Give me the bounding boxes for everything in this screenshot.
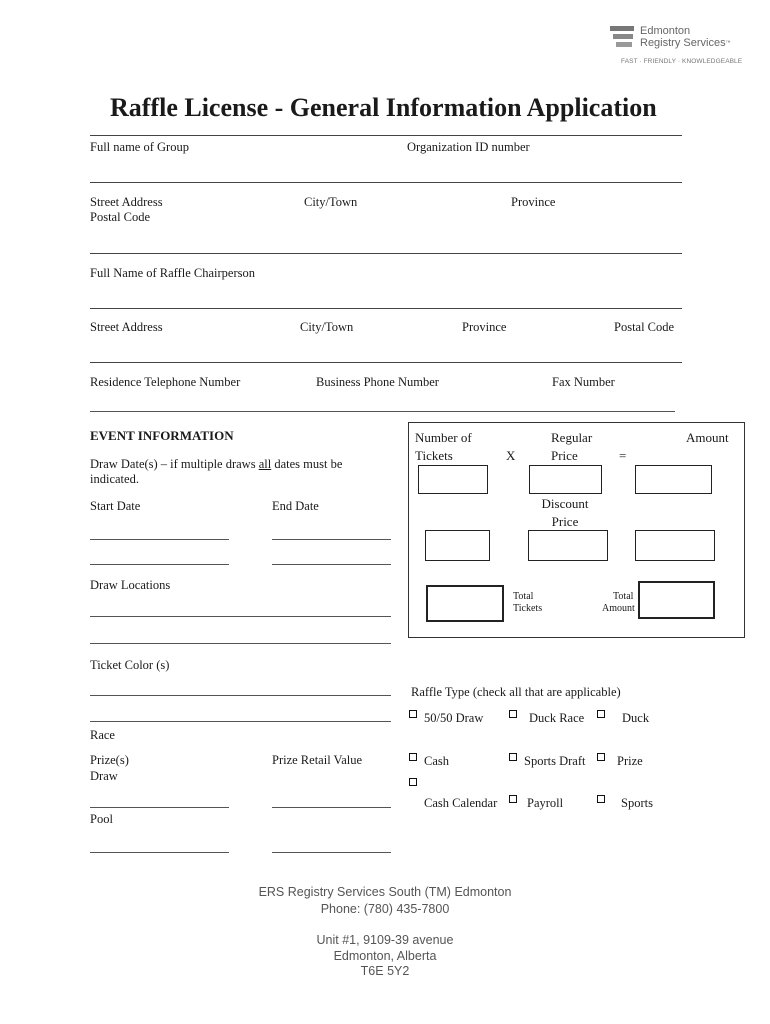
logo-line-2-text: Registry Services xyxy=(640,37,726,49)
group-province-label: Province xyxy=(511,195,556,209)
checkbox-sports-draft[interactable] xyxy=(509,753,517,761)
discount-price-label: Price xyxy=(551,514,579,529)
group-name-line xyxy=(90,182,682,183)
logo-line-2 xyxy=(640,38,731,49)
draw-dates-all: all xyxy=(258,457,272,471)
prize-value-line-1[interactable] xyxy=(272,807,391,808)
ticket-color-line-1[interactable] xyxy=(90,695,391,696)
total-amount-label-1: Total xyxy=(613,591,634,602)
label-5050: 50/50 Draw xyxy=(424,711,484,725)
footer-phone: Phone: (780) 435-7800 xyxy=(320,902,450,916)
start-date-line-1[interactable] xyxy=(90,539,229,540)
chair-city-label: City/Town xyxy=(300,320,354,334)
label-cash-calendar: Cash Calendar xyxy=(424,796,498,810)
draw-location-line-1[interactable] xyxy=(90,616,391,617)
chair-name-line xyxy=(90,308,682,309)
end-date-line-1[interactable] xyxy=(272,539,391,540)
prize-line-2[interactable] xyxy=(90,852,229,853)
label-sports: Sports xyxy=(621,796,653,810)
group-city-label: City/Town xyxy=(304,195,358,209)
regular-label: Regular xyxy=(551,430,593,445)
prize-value-line-2[interactable] xyxy=(272,852,391,853)
race-label: Race xyxy=(90,728,115,742)
bus-phone-label: Business Phone Number xyxy=(316,375,439,389)
total-tickets-label-2: Tickets xyxy=(513,603,543,614)
group-address-line xyxy=(90,253,682,254)
prizes-label: Prize(s) xyxy=(90,753,129,767)
checkbox-5050[interactable] xyxy=(409,710,417,718)
label-cash: Cash xyxy=(424,754,449,768)
phone-line xyxy=(90,411,675,412)
end-date-line-2[interactable] xyxy=(272,564,391,565)
group-postal-label: Postal Code xyxy=(90,210,151,224)
total-amount-input[interactable] xyxy=(638,581,715,619)
pool-label: Pool xyxy=(90,812,113,826)
regular-price-input[interactable] xyxy=(529,465,602,494)
amount-label: Amount xyxy=(686,430,729,445)
discount-price-input[interactable] xyxy=(528,530,608,561)
logo-mark-icon xyxy=(610,26,636,48)
num-tickets-input[interactable] xyxy=(418,465,488,494)
group-name-label: Full name of Group xyxy=(90,140,189,154)
ticket-color-label: Ticket Color (s) xyxy=(90,658,170,672)
logo-tagline: FAST · FRIENDLY · KNOWLEDGEABLE xyxy=(621,58,743,65)
logo-line-1: Edmonton xyxy=(640,25,691,37)
footer-postal: T6E 5Y2 xyxy=(360,964,410,978)
checkbox-duck-race[interactable] xyxy=(509,710,517,718)
chair-name-label: Full Name of Raffle Chairperson xyxy=(90,266,256,280)
title-rule xyxy=(90,135,682,136)
res-phone-label: Residence Telephone Number xyxy=(90,375,241,389)
checkbox-duck[interactable] xyxy=(597,710,605,718)
checkbox-sports[interactable] xyxy=(597,795,605,803)
prize-line-1[interactable] xyxy=(90,807,229,808)
multiply-sign: X xyxy=(506,448,516,463)
number-of-label: Number of xyxy=(415,430,472,445)
draw-dates-label xyxy=(90,457,342,472)
draw-dates-text-2: dates must be xyxy=(271,457,343,471)
label-duck: Duck xyxy=(622,711,650,725)
label-sports-draft: Sports Draft xyxy=(524,754,586,768)
page-title: Raffle License - General Information Application xyxy=(110,93,657,122)
start-date-line-2[interactable] xyxy=(90,564,229,565)
end-date-label: End Date xyxy=(272,499,319,513)
chair-address-line xyxy=(90,362,682,363)
checkbox-payroll[interactable] xyxy=(509,795,517,803)
total-amount-label-2: Amount xyxy=(602,603,635,614)
group-street-label: Street Address xyxy=(90,195,163,209)
footer-address-2: Edmonton, Alberta xyxy=(333,949,437,963)
footer-address-1: Unit #1, 9109-39 avenue xyxy=(316,933,454,947)
prize-value-label: Prize Retail Value xyxy=(272,753,363,767)
discount-amount-input[interactable] xyxy=(635,530,715,561)
chair-province-label: Province xyxy=(462,320,507,334)
total-tickets-input[interactable] xyxy=(426,585,504,622)
chair-street-label: Street Address xyxy=(90,320,163,334)
draw-locations-label: Draw Locations xyxy=(90,578,171,592)
regular-amount-input[interactable] xyxy=(635,465,712,494)
fax-label: Fax Number xyxy=(552,375,615,389)
raffle-type-heading: Raffle Type (check all that are applicable) xyxy=(411,685,621,699)
discount-tickets-input[interactable] xyxy=(425,530,490,561)
logo-tm: ™ xyxy=(725,40,731,46)
footer-line-1: ERS Registry Services South (TM) Edmonton xyxy=(258,885,512,899)
chair-postal-label: Postal Code xyxy=(614,320,675,334)
label-payroll: Payroll xyxy=(527,796,564,810)
label-prize: Prize xyxy=(617,754,643,768)
total-tickets-label-1: Total xyxy=(513,591,534,602)
checkbox-cash-calendar[interactable] xyxy=(409,778,417,786)
discount-label: Discount xyxy=(541,496,589,511)
start-date-label: Start Date xyxy=(90,499,141,513)
regular-price-label: Price xyxy=(551,448,578,463)
checkbox-prize[interactable] xyxy=(597,753,605,761)
draw-location-line-2[interactable] xyxy=(90,643,391,644)
draw-dates-text-1: Draw Date(s) – if multiple draws xyxy=(90,457,259,471)
checkbox-cash[interactable] xyxy=(409,753,417,761)
draw-dates-label-2: indicated. xyxy=(90,472,139,486)
label-duck-race: Duck Race xyxy=(529,711,585,725)
draw-label: Draw xyxy=(90,769,118,783)
org-id-label: Organization ID number xyxy=(407,140,530,154)
tickets-label: Tickets xyxy=(415,448,453,463)
ticket-color-line-2[interactable] xyxy=(90,721,391,722)
equals-sign: = xyxy=(619,448,627,463)
event-heading: EVENT INFORMATION xyxy=(90,428,234,443)
